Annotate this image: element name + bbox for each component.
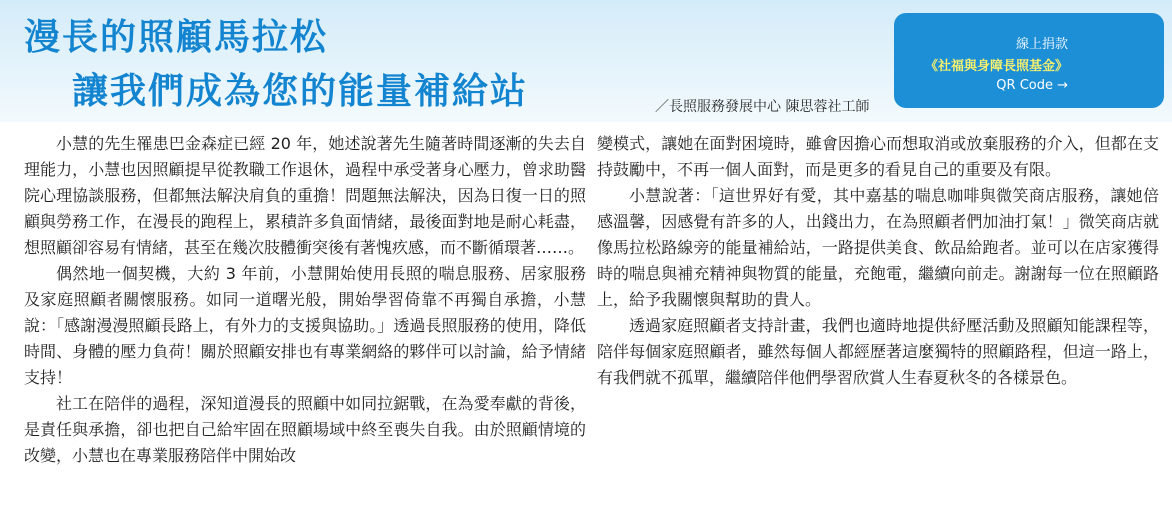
donation-qr-hint: QR Code → <box>996 78 1068 93</box>
article-paragraph: 社工在陪伴的過程，深知道漫長的照顧中如同拉鋸戰，在為愛奉獻的背後，是責任與承擔，卻也把自己給牢固在照顧場域中終至喪失自我。由於照顧情境的改變，小慧也在專業服務陪伴中開始改 <box>24 394 586 465</box>
author-byline: ／長照服務發展中心 陳思蓉社工師 <box>655 99 870 115</box>
article-paragraph: 小慧的先生罹患巴金森症已經 20 年，她述說著先生隨著時間逐漸的失去自理能力，小慧也因照顧提早從教職工作退休，過程中承受著身心壓力，曾求助醫院心理協談服務，但都無法解決肩負的重擔！問題無法解決，因為日復一日的照顧與勞務工作，在漫長的跑程上，累積許多負面情緒，最後面對地是耐心耗盡，想照顧卻容易有情緒，甚至在幾次肢體衝突後有著愧疚感，而不斷循環著……。 <box>24 134 586 257</box>
title-line-1: 漫長的照顧馬拉松 <box>24 17 329 58</box>
article-paragraph: 偶然地一個契機，大約 3 年前，小慧開始使用長照的喘息服務、居家服務及家庭照顧者關懷服務。如同一道曙光般，開始學習倚靠不再獨自承擔，小慧說：「感謝漫漫照顧長路上，有外力的支援與協助。」透過長照服務的使用，降低時間、身體的壓力負荷！關於照顧安排也有專業網絡的夥伴可以討論，給予情緒支持！ <box>24 264 586 387</box>
title-line-2: 讓我們成為您的能量補給站 <box>72 71 529 112</box>
article-column-left <box>24 131 586 469</box>
article-column-right <box>597 131 1159 391</box>
article-paragraph: 透過家庭照顧者支持計畫，我們也適時地提供紓壓活動及照顧知能課程等，陪伴每個家庭照顧者，雖然每個人都經歷著這麼獨特的照顧路程，但這一路上，有我們就不孤單，繼續陪伴他們學習欣賞人生春夏秋冬的各樣景色。 <box>597 316 1159 387</box>
donation-label: 線上捐款 <box>1015 37 1068 52</box>
donation-box[interactable] <box>894 13 1164 108</box>
donation-fund-name: 《社福與身障長照基金》 <box>924 59 1068 74</box>
article-paragraph-continued: 變模式，讓她在面對困境時，雖會因擔心而想取消或放棄服務的介入，但都在支持鼓勵中，不再一個人面對，而是更多的看見自己的重要及有限。 <box>597 134 1159 179</box>
article-paragraph: 小慧說著：「這世界好有愛，其中嘉基的喘息咖啡與微笑商店服務，讓她倍感溫馨，因感覺有許多的人，出錢出力，在為照顧者們加油打氣！」微笑商店就像馬拉松路線旁的能量補給站，一路提供美食、飲品給跑者。並可以在店家獲得 時的喘息與補充精神與物質的能量，充飽電，繼續向前走。謝謝每一位在照顧路上，給予我關懷與幫助的貴人。 <box>597 186 1159 309</box>
